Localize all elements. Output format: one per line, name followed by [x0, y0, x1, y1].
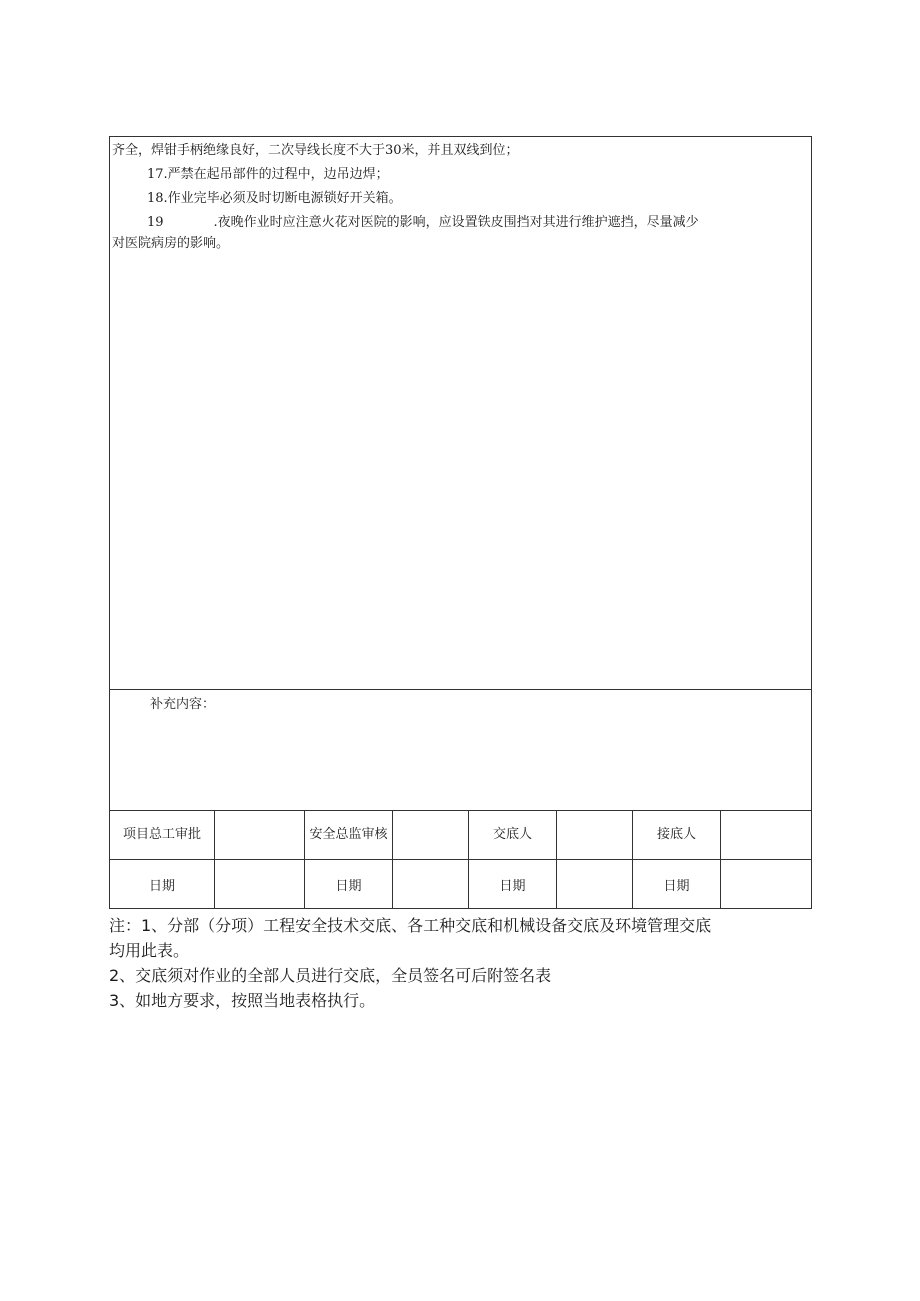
chief-engineer-label-cell [110, 811, 215, 860]
date-value-cell-4 [721, 860, 812, 909]
date-label-3: 日期 [499, 878, 526, 894]
note-3: 3、如地方要求，按照当地表格执行。 [109, 991, 376, 1010]
date-label-cell-1 [110, 860, 215, 909]
date-value-cell-1 [215, 860, 305, 909]
item-number-19: 19 [147, 215, 164, 230]
content-line-4-text: .夜晚作业时应注意火花对医院的影响，应设置铁皮围挡对其进行维护遮挡，尽量减少 [213, 215, 699, 230]
handover-content-cell [110, 137, 812, 690]
content-line-3: 18.作业完毕必须及时切断电源锁好开关箱。 [147, 191, 402, 206]
receiver-signature-cell [721, 811, 812, 860]
chief-engineer-label: 项目总工审批 [122, 827, 201, 842]
date-label-cell-2 [305, 860, 393, 909]
note-1-line-1: 注：1、分部（分项）工程安全技术交底、各工种交底和机械设备交底及环境管理交底 [109, 916, 712, 935]
handover-person-signature-cell [557, 811, 633, 860]
date-row [110, 860, 812, 909]
date-value-cell-3 [557, 860, 633, 909]
supplement-label: 补充内容： [150, 697, 216, 712]
content-line-1: 齐全，焊钳手柄绝缘良好，二次导线长度不大于30米，并且双线到位； [112, 143, 519, 158]
date-label-cell-3 [469, 860, 557, 909]
note-1-line-2: 均用此表。 [109, 941, 190, 960]
supplement-cell [110, 690, 812, 811]
safety-supervisor-label-cell [305, 811, 393, 860]
notes-section [109, 913, 819, 1013]
date-label-1: 日期 [148, 878, 175, 894]
date-value-cell-2 [393, 860, 469, 909]
handover-person-label-cell [469, 811, 557, 860]
safety-supervisor-signature-cell [393, 811, 469, 860]
safety-supervisor-label: 安全总监审核 [309, 827, 388, 842]
note-2: 2、交底须对作业的全部人员进行交底，全员签名可后附签名表 [109, 966, 552, 985]
handover-person-label: 交底人 [492, 827, 532, 842]
signature-row [110, 811, 812, 860]
chief-engineer-signature-cell [215, 811, 305, 860]
safety-handover-table [109, 136, 812, 909]
receiver-label-cell [633, 811, 721, 860]
receiver-label: 接底人 [656, 827, 696, 842]
content-line-2: 17.严禁在起吊部件的过程中，边吊边焊； [147, 167, 389, 182]
date-label-4: 日期 [663, 878, 690, 894]
date-label-2: 日期 [335, 878, 362, 894]
date-label-cell-4 [633, 860, 721, 909]
content-line-5: 对医院病房的影响。 [112, 236, 230, 251]
